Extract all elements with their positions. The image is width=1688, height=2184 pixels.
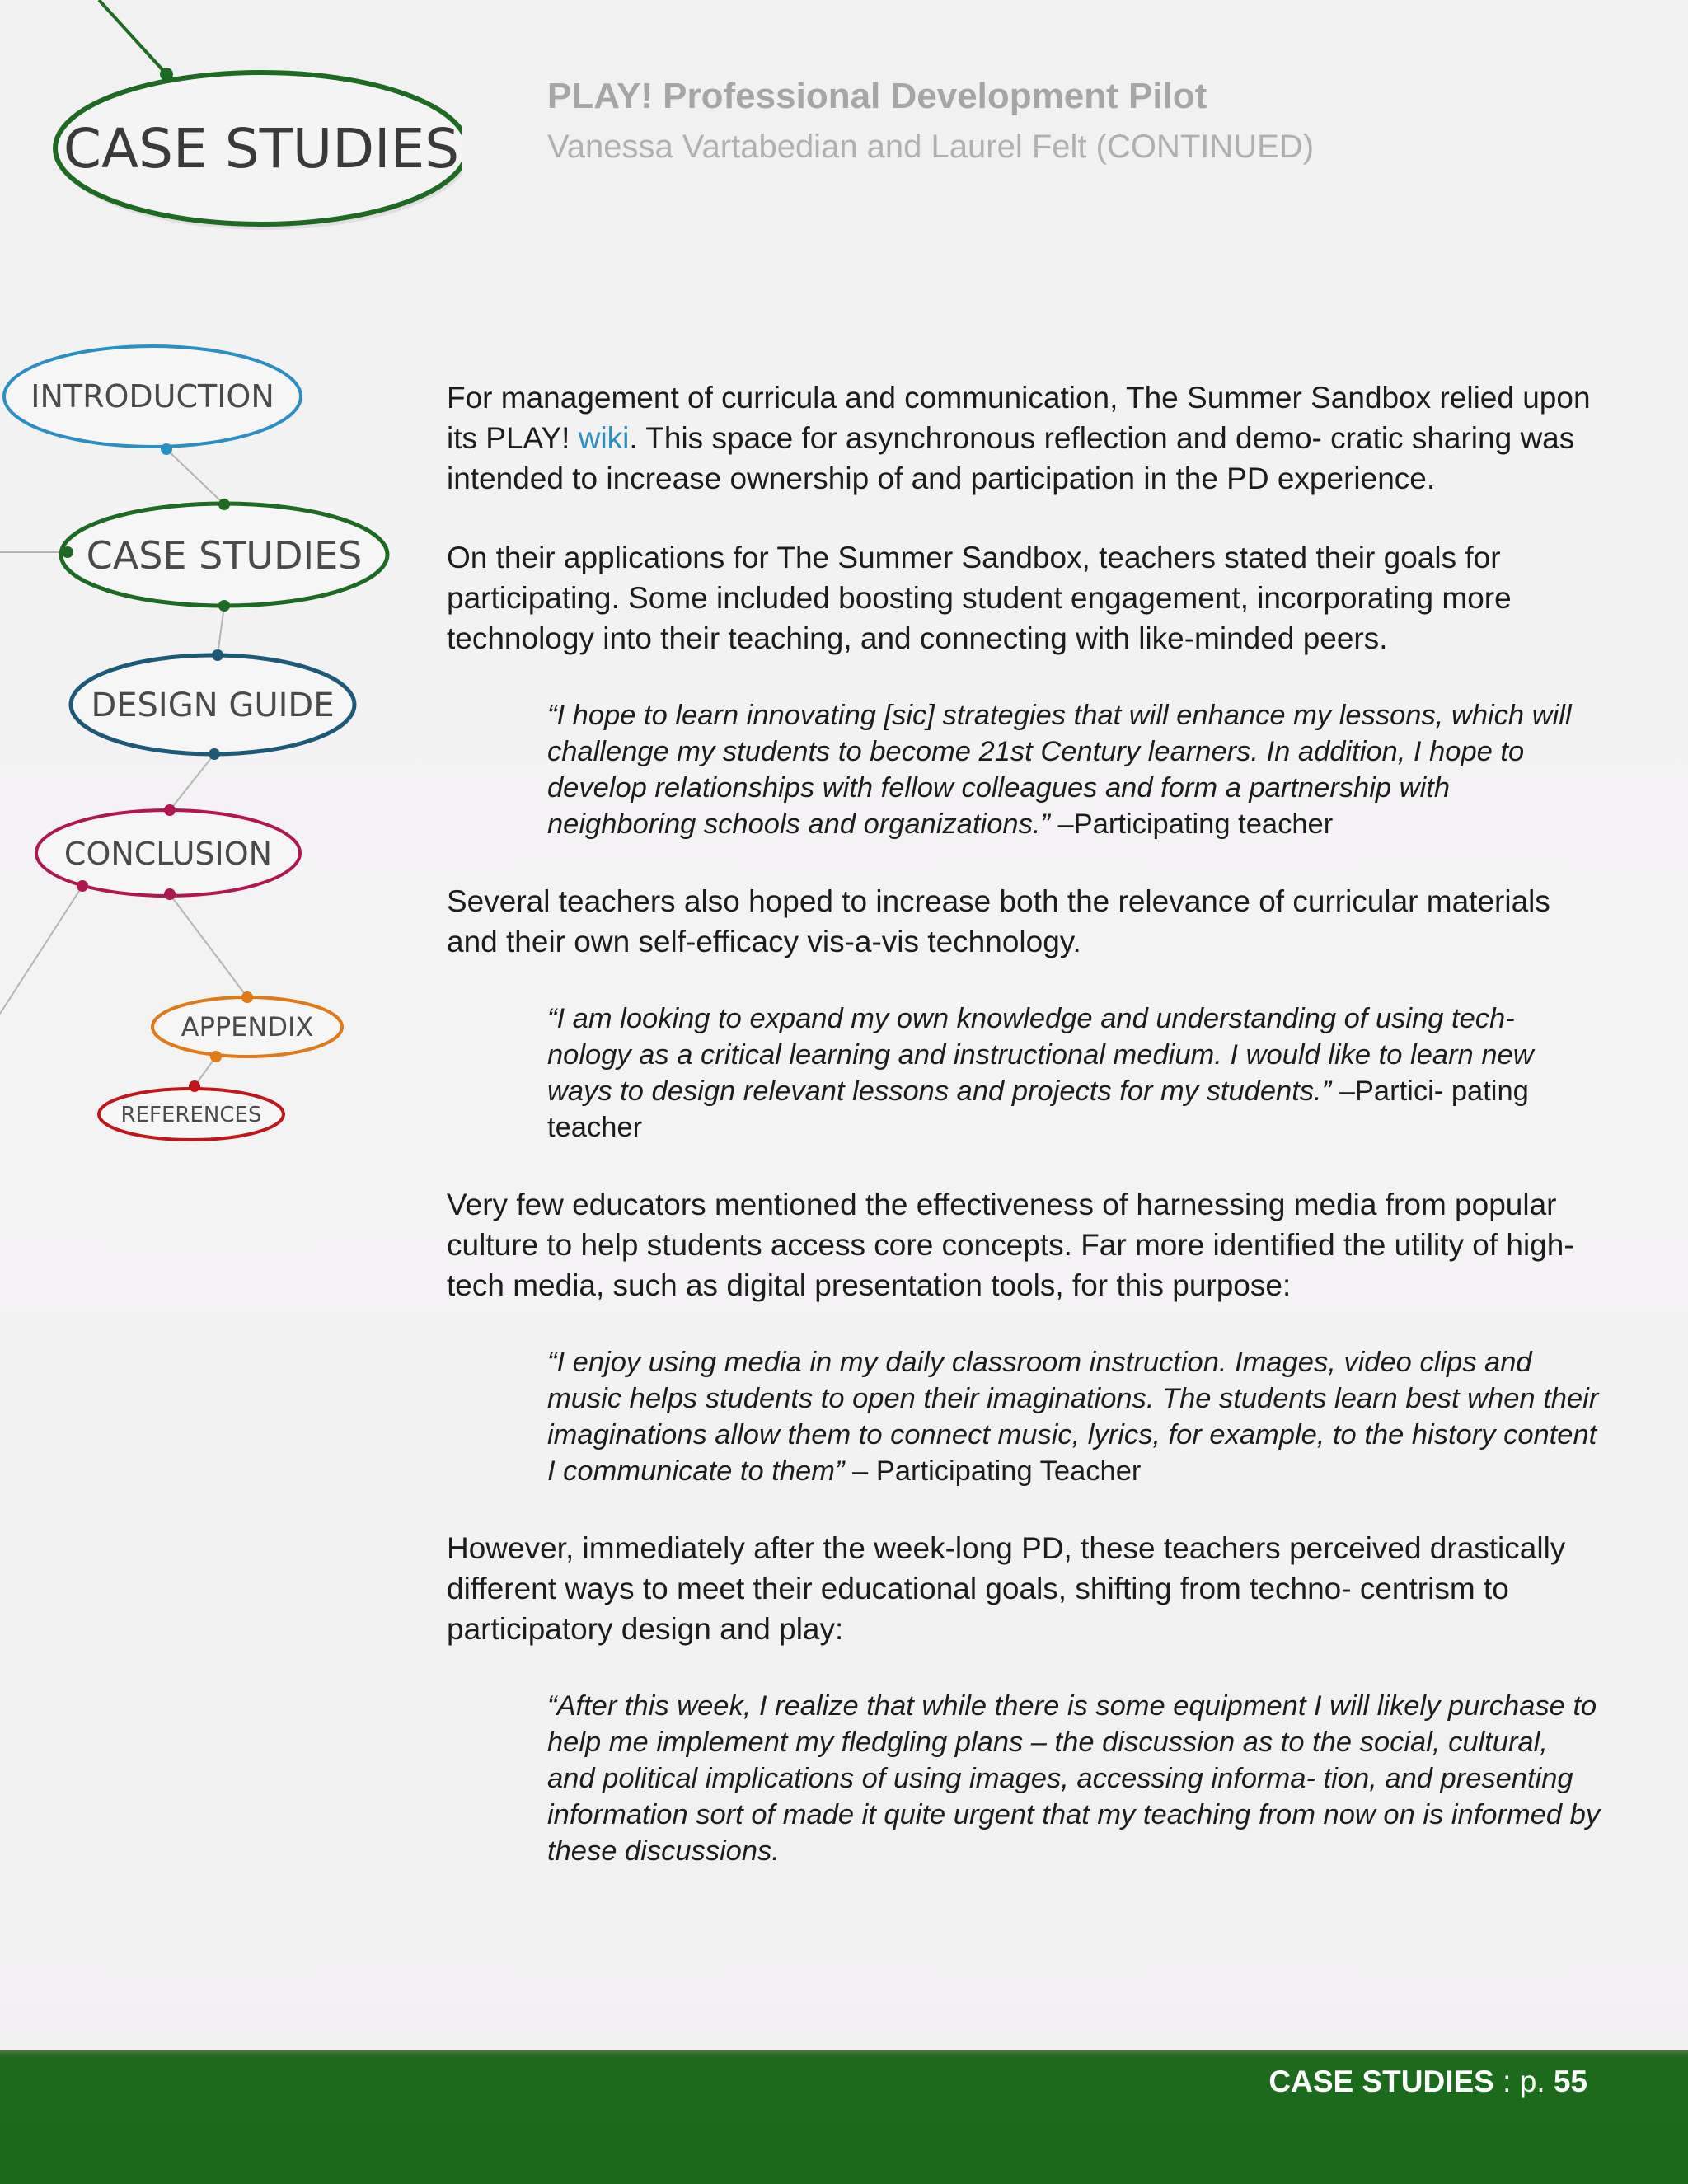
nav-item-introduction[interactable] (4, 346, 301, 447)
paragraph-text: . This space for asynchronous reflection and demo- cratic sharing was intended to increase ownership of and participation in the PD experience. (447, 421, 1575, 495)
nav-item-appendix[interactable] (152, 997, 342, 1057)
node-dot (210, 1051, 222, 1062)
node-dot (212, 649, 223, 661)
footer-section: CASE STUDIES (1268, 2064, 1494, 2098)
node-dot (161, 443, 172, 455)
connector-line (166, 449, 224, 504)
node-dot (164, 888, 176, 900)
paragraph-text: For management of curricula and communication, The Summer Sandbox relied upon its PLAY! (447, 381, 1591, 455)
node-dot (241, 991, 253, 1003)
nav-item-label: CONCLUSION (63, 836, 273, 872)
block-quote (547, 1688, 1601, 1869)
footer-page-number: 55 (1553, 2064, 1587, 2098)
nav-item-label: REFERENCES (120, 1103, 262, 1127)
quote-text: “I hope to learn innovating [sic] strategies that will enhance my lessons, which will challenge my students to become 21st Century learners. In addition, I hope to develop relationships with fellow colleagues and form a partnership with neighboring schools and organizations.” (547, 700, 1572, 840)
node-dot (62, 546, 73, 558)
connector-line (170, 754, 214, 810)
page-subtitle: Vanessa Vartabedian and Laurel Felt (CONTINUED) (547, 129, 1315, 165)
wiki-link[interactable]: wiki (578, 421, 630, 455)
block-quote (547, 1001, 1601, 1146)
connector-line (170, 894, 247, 997)
connector-line (218, 606, 224, 655)
block-quote (547, 1344, 1601, 1489)
nav-item-label: INTRODUCTION (30, 378, 274, 415)
node-dot (77, 880, 88, 892)
paragraph (447, 377, 1601, 499)
nav-item-label: APPENDIX (181, 1011, 314, 1043)
node-dot (189, 1080, 200, 1092)
quote-attribution: –Participating teacher (1049, 808, 1334, 840)
article-body (447, 377, 1601, 1908)
quote-text: “I am looking to expand my own knowledge and understanding of using tech- nology as a critical learning and instructional medium. I would like to learn new ways to design relevant lessons and projects for my students.” (547, 1003, 1534, 1107)
nav-item-references[interactable] (99, 1089, 284, 1140)
quote-text: “I enjoy using media in my daily classroom instruction. Images, video clips and music helps students to open their imaginations. The students learn best when their imaginations allow them to connect music, lyrics, for example, to the history content I communicate to them” (547, 1347, 1599, 1487)
connector-line (0, 886, 82, 1014)
quote-text: “After this week, I realize that while there is some equipment I will likely purchase to help me implement my fledgling plans – the discussion as to the social, cultural, and political implications of using images, accessing informa- tion, and presenting information sort of made it quite urgent that my teaching from now on is informed by these discussions. (547, 1690, 1601, 1867)
paragraph: Very few educators mentioned the effectiveness of harnessing media from popular culture to help students access core concepts. Far more identified the utility of high-tech media, such as digital presentation tools, for this purpose: (447, 1188, 1574, 1302)
node-dot (218, 499, 230, 510)
block-quote (547, 697, 1601, 842)
node-dot (218, 600, 230, 612)
node-dot (164, 804, 176, 816)
badge-connector (99, 0, 166, 74)
nav-item-design-guide[interactable] (71, 655, 354, 754)
quote-attribution: –Partici- pating teacher (547, 1076, 1529, 1143)
page-title: PLAY! Professional Development Pilot (547, 76, 1207, 116)
paragraph: On their applications for The Summer Sandbox, teachers stated their goals for participating. Some included boosting student engagement, incorporating more technology into their teaching, and connecting with like-minded peers. (447, 541, 1512, 655)
nav-item-label: CASE STUDIES (86, 533, 363, 578)
footer-separator: : p. (1493, 2064, 1554, 2098)
nav-item-conclusion[interactable] (36, 810, 300, 896)
quote-attribution: – Participating Teacher (844, 1455, 1142, 1487)
section-badge-label: CASE STUDIES (63, 117, 460, 180)
nav-item-label: DESIGN GUIDE (91, 687, 335, 724)
badge-dot (160, 68, 173, 81)
footer-page-label (1268, 2064, 1587, 2099)
node-dot (209, 748, 220, 760)
section-navigation-map (0, 0, 462, 1154)
paragraph: However, immediately after the week-long PD, these teachers perceived drastically different ways to meet their educational goals, shifting from techno- centrism to participatory design and play: (447, 1531, 1566, 1646)
nav-item-case-studies[interactable] (61, 504, 387, 606)
section-badge (55, 72, 462, 230)
paragraph: Several teachers also hoped to increase both the relevance of curricular materials and their own self-efficacy vis-a-vis technology. (447, 884, 1550, 958)
